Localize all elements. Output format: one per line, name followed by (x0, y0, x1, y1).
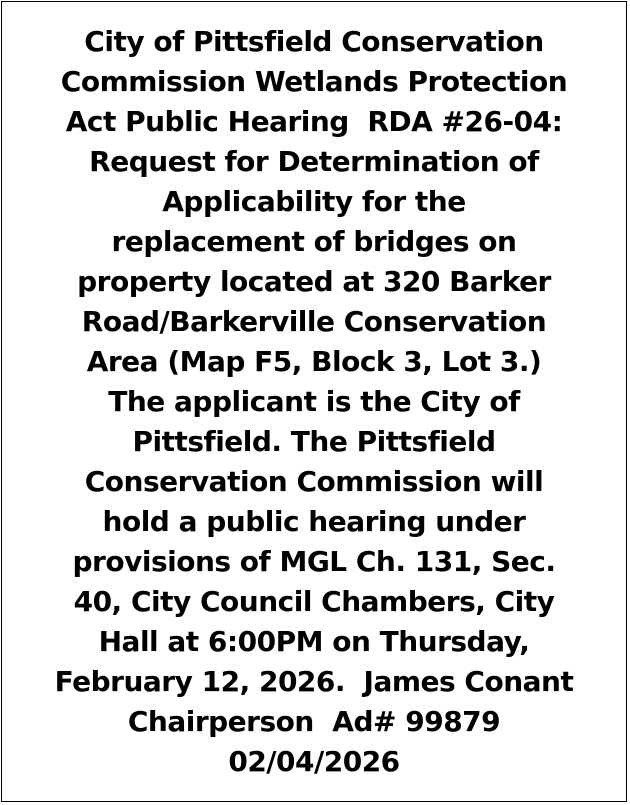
notice-line: Chairperson Ad# 99879 (127, 705, 501, 738)
notice-line: Request for Determination of (89, 145, 539, 178)
notice-line: Pittsfield. The Pittsfield (132, 425, 496, 458)
notice-line: Conservation Commission will (84, 465, 544, 498)
notice-line: 02/04/2026 (228, 745, 400, 778)
notice-line: Hall at 6:00PM on Thursday, (98, 625, 530, 658)
notice-line: Commission Wetlands Protection (60, 65, 568, 98)
notice-line: Area (Map F5, Block 3, Lot 3.) (86, 345, 542, 378)
notice-line: replacement of bridges on (111, 225, 517, 258)
notice-line: Road/Barkerville Conservation (81, 305, 547, 338)
notice-line: February 12, 2026. James Conant (54, 665, 574, 698)
legal-notice-box (1, 1, 627, 802)
notice-line: 40, City Council Chambers, City (73, 585, 555, 618)
notice-line: Applicability for the (162, 185, 466, 218)
notice-line: hold a public hearing under (102, 505, 526, 538)
notice-text (2, 22, 626, 782)
notice-line: City of Pittsfield Conservation (84, 25, 544, 58)
notice-line: provisions of MGL Ch. 131, Sec. (72, 545, 556, 578)
notice-line: Act Public Hearing RDA #26-04: (65, 105, 563, 138)
notice-line: property located at 320 Barker (77, 265, 551, 298)
notice-line: The applicant is the City of (108, 385, 520, 418)
